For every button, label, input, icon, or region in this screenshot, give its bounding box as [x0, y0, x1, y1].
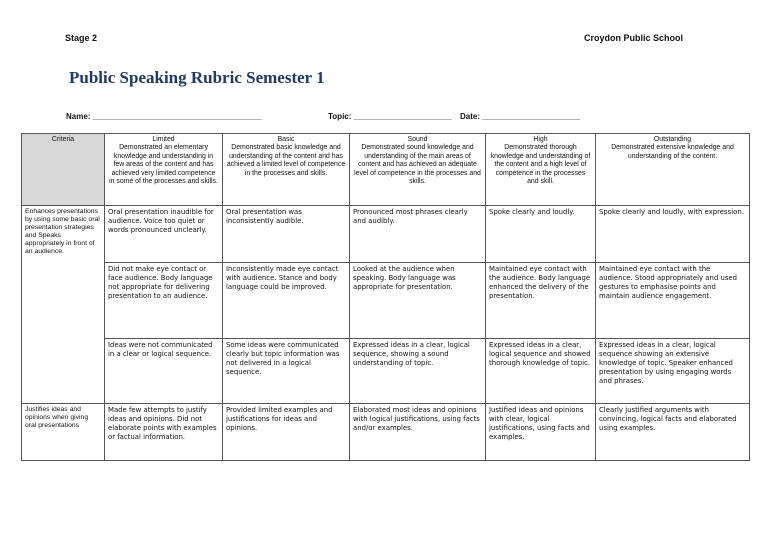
table-cell: Elaborated most ideas and opinions with logical justifications, using facts and/or examples.	[350, 404, 486, 461]
table-cell: Looked at the audience when speaking. Body language was appropriate for presentation.	[350, 263, 486, 339]
table-row	[22, 404, 750, 461]
table-cell: Spoke clearly and loudly, with expression.	[596, 206, 750, 263]
level-name: Sound	[407, 136, 428, 143]
level-name: Limited	[152, 136, 175, 143]
level-header-basic	[223, 134, 350, 206]
level-description: Demonstrated sound knowledge and understanding of the main areas of content and has achieved an adequate level of competence in the processes and skills.	[354, 144, 481, 186]
table-cell: Ideas were not communicated in a clear or logical sequence.	[105, 339, 223, 404]
level-header-outstanding	[596, 134, 750, 206]
level-description: Demonstrated an elementary knowledge and understanding in few areas of the content and has achieved very limited competence in some of the processes and skills.	[109, 144, 218, 186]
table-cell: Maintained eye contact with the audience. Body language enhanced the delivery of the presentation.	[486, 263, 596, 339]
topic-field[interactable]: Topic: ______________________	[328, 112, 452, 121]
level-description: Demonstrated thorough knowledge and understanding of the content and a high level of competence in the processes and skill.	[490, 144, 591, 186]
page-title: Public Speaking Rubric Semester 1	[69, 68, 325, 87]
table-cell: Spoke clearly and loudly.	[486, 206, 596, 263]
table-cell: Expressed ideas in a clear, logical sequence, showing a sound understanding of topic.	[350, 339, 486, 404]
level-description: Demonstrated basic knowledge and understanding of the content and has achieved a limited level of competence in the processes and skills.	[226, 144, 346, 177]
table-cell: Expressed ideas in a clear, logical sequence and showed thorough knowledge of topic.	[486, 339, 596, 404]
level-header-high	[486, 134, 596, 206]
table-cell: Some ideas were communicated clearly but topic information was not delivered in a logical sequence.	[223, 339, 350, 404]
school-name: Croydon Public School	[583, 33, 683, 43]
date-field[interactable]: Date: ______________________	[460, 112, 581, 121]
level-name: Outstanding	[653, 136, 692, 143]
table-cell: Made few attempts to justify ideas and opinions. Did not elaborate points with examples or factual information.	[105, 404, 223, 461]
level-header-limited	[105, 134, 223, 206]
table-cell: Provided limited examples and justifications for ideas and opinions.	[223, 404, 350, 461]
level-name: Basic	[277, 136, 295, 143]
table-cell: Inconsistently made eye contact with audience. Stance and body language could be improved.	[223, 263, 350, 339]
table-cell: Did not make eye contact or face audience. Body language not appropriate for delivering presentation to an audience.	[105, 263, 223, 339]
table-row	[22, 206, 750, 263]
rubric-table	[21, 133, 750, 461]
table-cell: Pronounced most phrases clearly and audibly.	[350, 206, 486, 263]
table-cell: Expressed ideas in a clear, logical sequence showing an extensive knowledge of topic. Speaker enhanced presentation by using engaging words and phrases.	[596, 339, 750, 404]
table-cell: Justified ideas and opinions with clear, logical justifications, using facts and examples.	[486, 404, 596, 461]
name-field[interactable]: Name: ______________________________________	[66, 112, 262, 121]
table-cell: Maintained eye contact with the audience. Stood appropriately and used gestures to emphasise points and maintain audience engagement.	[596, 263, 750, 339]
table-row	[22, 263, 750, 339]
level-header-row	[22, 134, 750, 206]
level-description: Demonstrated extensive knowledge and understanding of the content.	[611, 144, 734, 160]
level-header-sound	[350, 134, 486, 206]
criterion-presentation-strategies: Enhances presentations by using some basic oral presentation strategies and Speaks appropriately in front of an audience.	[22, 206, 105, 404]
table-cell: Clearly justified arguments with convincing, logical facts and elaborated using examples.	[596, 404, 750, 461]
table-row	[22, 339, 750, 404]
table-cell: Oral presentation inaudible for audience. Voice too quiet or words pronounced unclearly.	[105, 206, 223, 263]
table-cell: Oral presentation was inconsistently audible.	[223, 206, 350, 263]
criterion-justifies-ideas: Justifies ideas and opinions when giving oral presentations	[22, 404, 105, 461]
level-name: High	[533, 136, 548, 143]
criteria-header: Criteria	[22, 134, 105, 206]
stage-label: Stage 2	[65, 33, 98, 43]
